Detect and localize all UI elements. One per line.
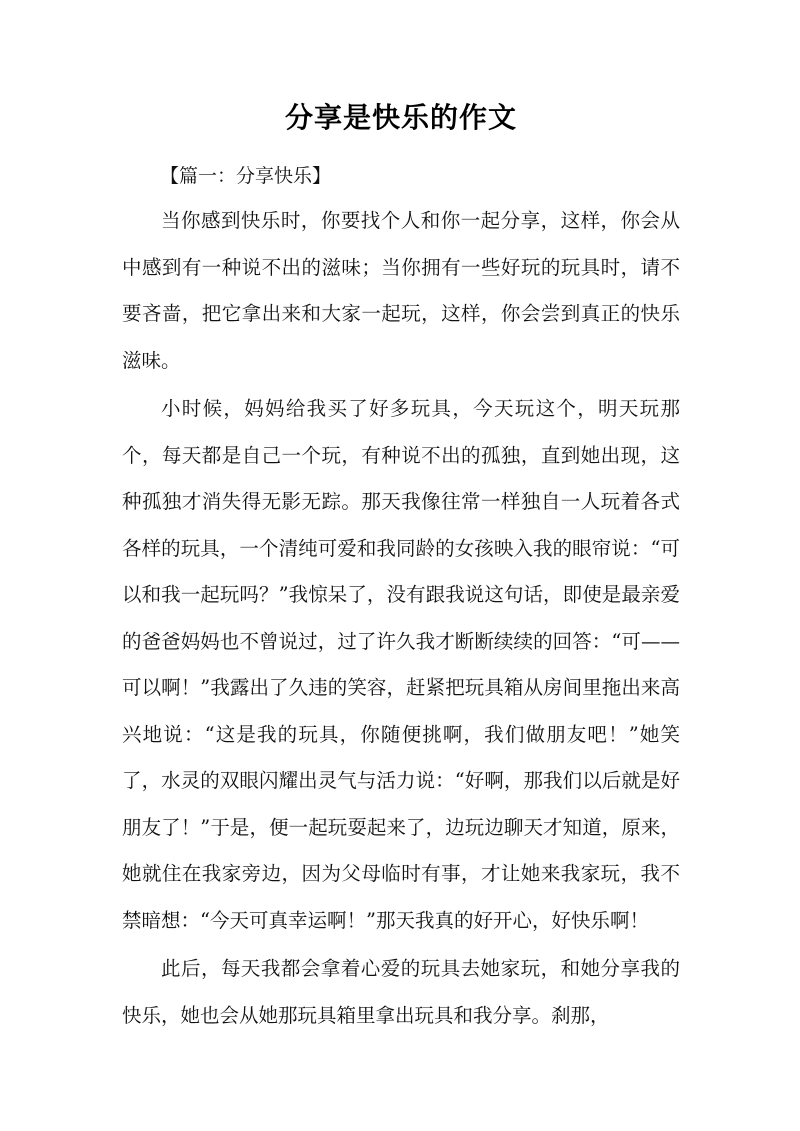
paragraph-3: 此后，每天我都会拿着心爱的玩具去她家玩，和她分享我的快乐，她也会从她那玩具箱里拿出玩具和我分享。刹那， [122,957,680,1027]
section-heading: 【篇一：分享快乐】 [160,165,332,187]
document-title: 分享是快乐的作文 [284,101,517,134]
paragraph-2: 小时候，妈妈给我买了好多玩具，今天玩这个，明天玩那个，每天都是自己一个玩，有种说不出的孤独，直到她出现，这种孤独才消失得无影无踪。那天我像往常一样独自一人玩着各式各样的玩具，一个清纯可爱和我同龄的女孩映入我的眼帘说：“可以和我一起玩吗？”我惊呆了，没有跟我说这句话，即使是最亲爱的爸爸妈妈也不曾说过，过了许久我才断断续续的回答：“可——可以啊！”我露出了久违的笑容，赶紧把玩具箱从房间里拖出来高兴地说：“这是我的玩具，你随便挑啊，我们做朋友吧！”她笑了，水灵的双眼闪耀出灵气与活力说：“好啊，那我们以后就是好朋友了！”于是，便一起玩耍起来了，边玩边聊天才知道，原来，她就住在我家旁边，因为父母临时有事，才让她来我家玩，我不禁暗想：“今天可真幸运啊！”那天我真的好开心，好快乐啊！ [122,397,680,932]
paragraph-1: 当你感到快乐时，你要找个人和你一起分享，这样，你会从中感到有一种说不出的滋味；当你拥有一些好玩的玩具时，请不要吝啬，把它拿出来和大家一起玩，这样，你会尝到真正的快乐滋味。 [122,209,680,372]
